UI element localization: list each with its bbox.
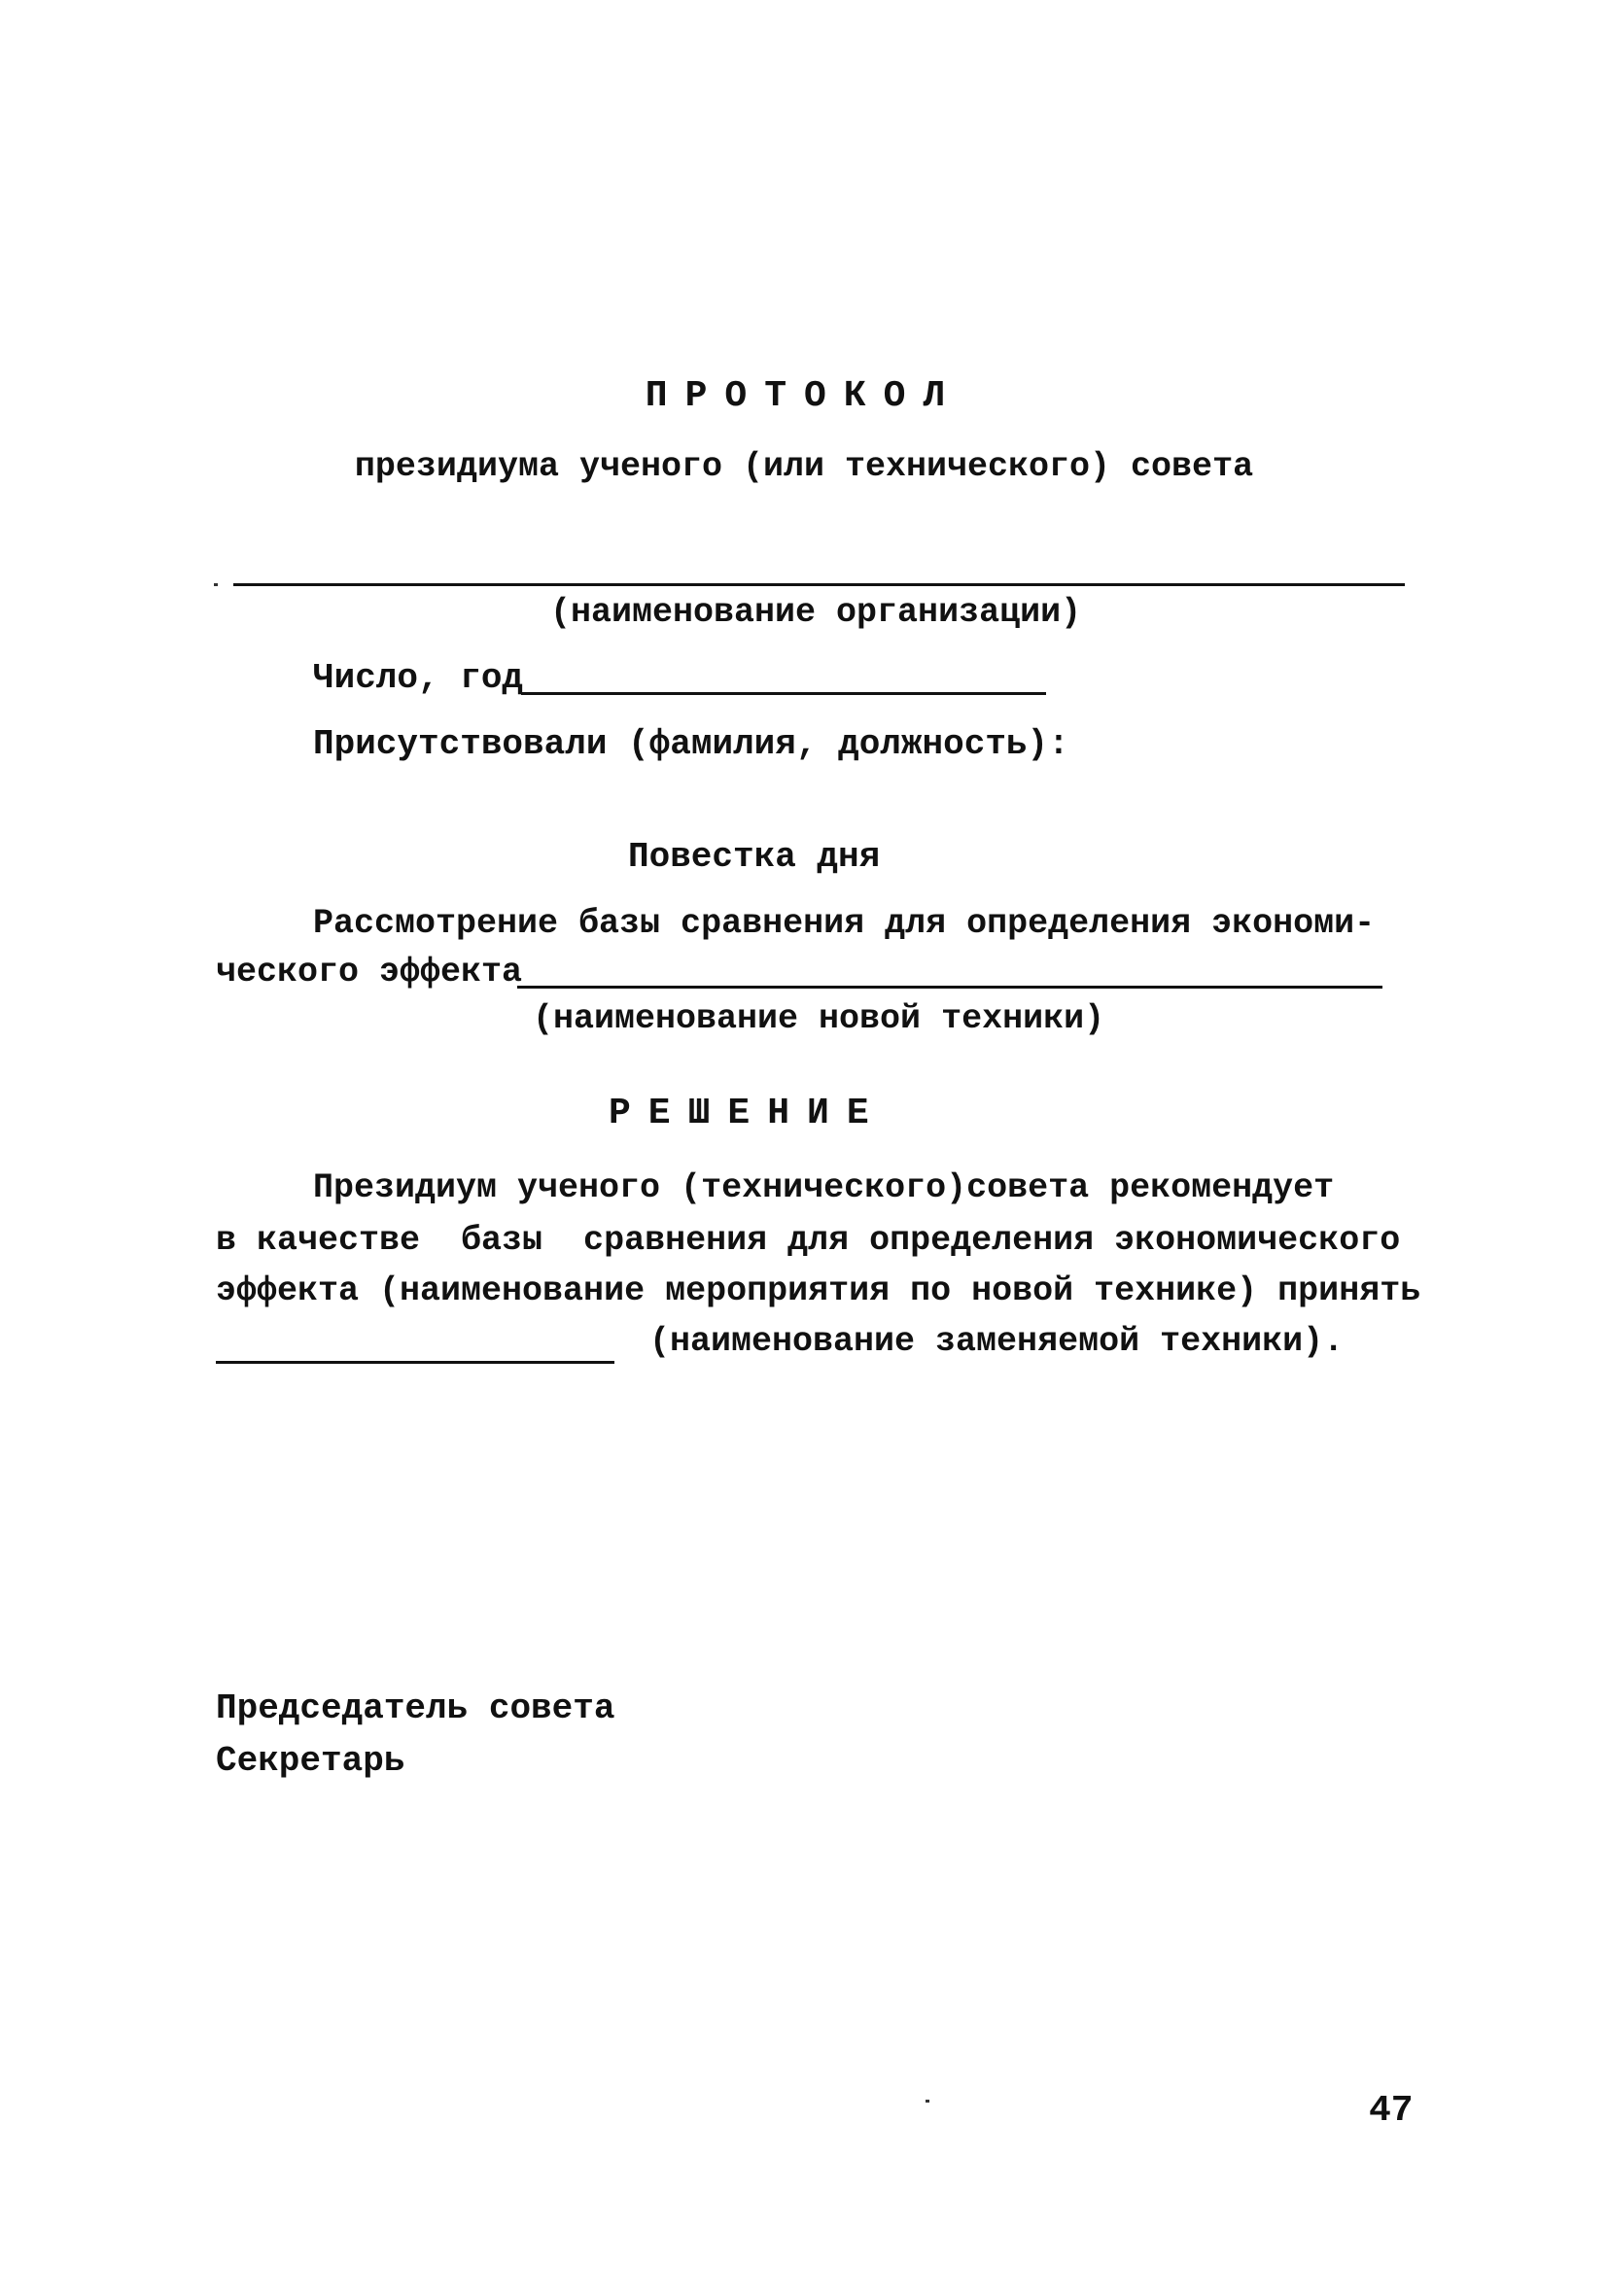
decision-line-3: эффекта (наименование мероприятия по новой технике) принять [216,1271,1421,1310]
agenda-line-1: Рассмотрение базы сравнения для определения экономи- [313,904,1376,943]
replaced-technology-field-line[interactable] [216,1361,614,1364]
organization-caption: (наименование организации) [550,593,1082,632]
new-technology-caption: (наименование новой техники) [533,999,1105,1038]
date-field-line[interactable] [521,692,1046,695]
decision-line-4: (наименование заменяемой техники). [649,1322,1345,1361]
agenda-line-2: ческого эффекта [216,953,523,991]
stray-mark [926,2100,929,2103]
page-number: 47 [1369,2090,1414,2132]
document-subtitle: президиума ученого (или технического) совета [354,447,1254,486]
decision-line-2: в качестве базы сравнения для определения экономического [216,1221,1401,1260]
agenda-heading: Повестка дня [628,837,881,877]
decision-line-1: Президиум ученого (технического)совета рекомендует [313,1168,1335,1207]
decision-heading: РЕШЕНИЕ [609,1093,887,1134]
secretary-label: Секретарь [216,1741,405,1781]
organization-field-line[interactable] [233,583,1405,586]
document-title: ПРОТОКОЛ [645,375,963,417]
stray-mark [214,583,218,586]
chairman-label: Председатель совета [216,1688,615,1728]
new-technology-field-line[interactable] [517,986,1382,989]
attendees-label: Присутствовали (фамилия, должность): [313,724,1069,764]
date-label: Число, год [313,658,524,698]
